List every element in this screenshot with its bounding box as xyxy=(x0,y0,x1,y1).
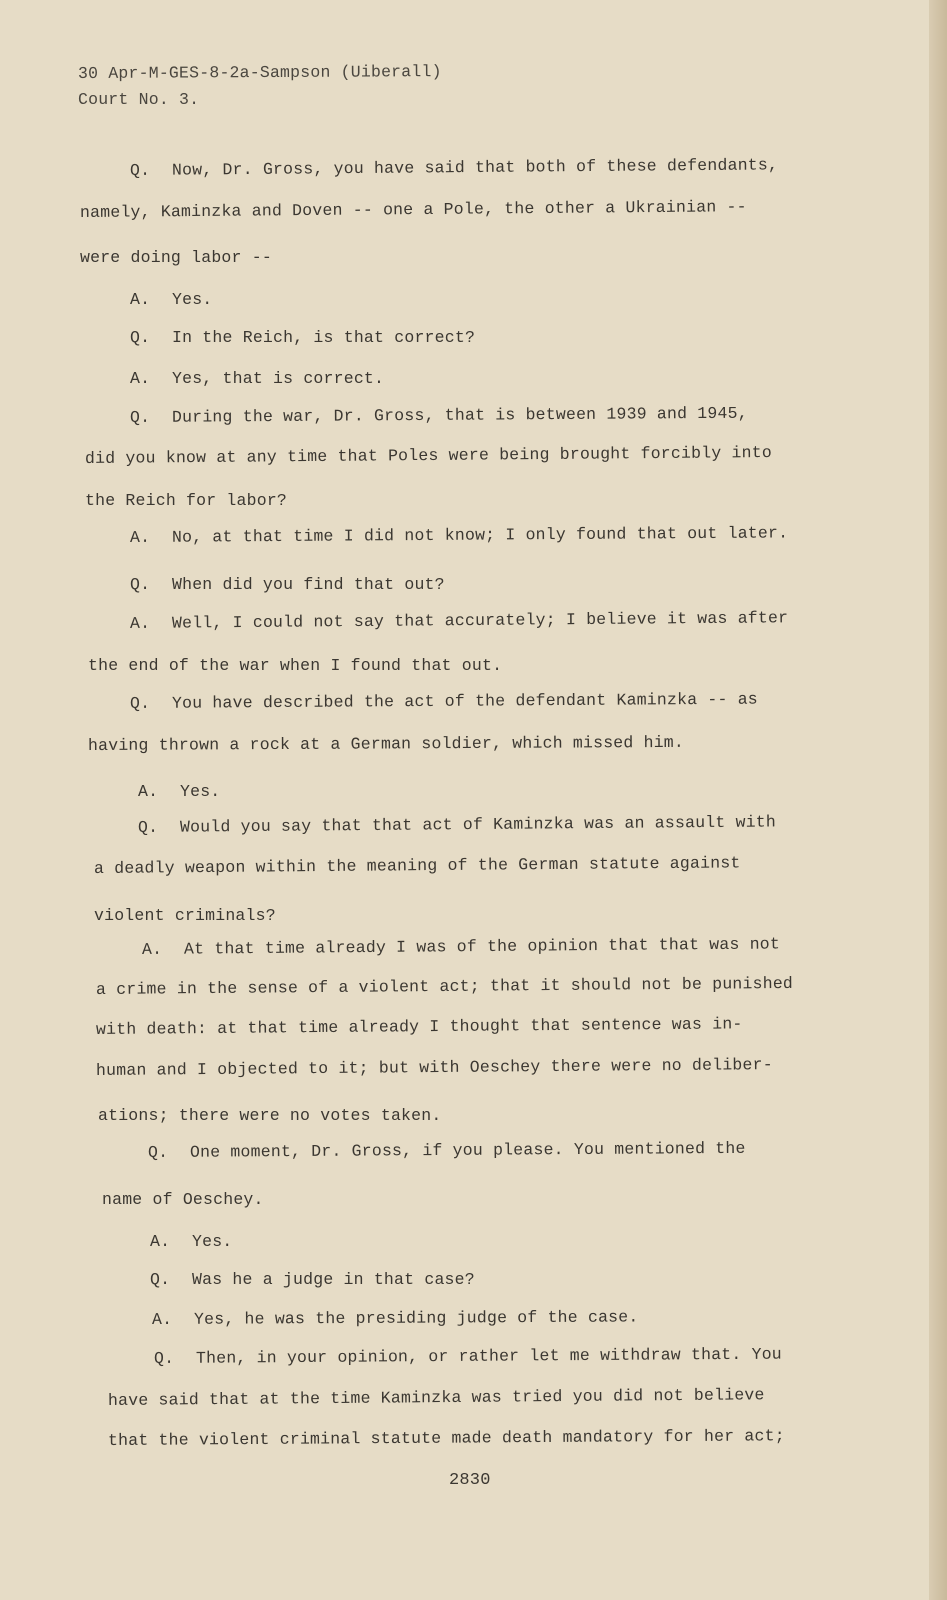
transcript-line xyxy=(154,1345,782,1368)
line-text: Then, in your opinion, or rather let me withdraw that. You xyxy=(195,1344,782,1368)
speaker-label: Q. xyxy=(153,1348,175,1368)
transcript-line xyxy=(96,1055,773,1080)
transcript-line xyxy=(108,1385,765,1410)
transcript-line xyxy=(94,853,741,878)
line-text: a crime in the sense of a violent act; that it should not be punished xyxy=(95,973,794,999)
speaker-label: A. xyxy=(130,290,151,309)
line-text: Well, I could not say that accurately; I believe it was after xyxy=(171,608,789,633)
transcript-line xyxy=(108,1426,785,1450)
transcript-line xyxy=(80,248,272,267)
speaker-label: A. xyxy=(129,613,151,633)
line-text: a deadly weapon within the meaning of the German statute against xyxy=(93,853,741,878)
speaker-label: Q. xyxy=(150,1270,171,1289)
line-text: having thrown a rock at a German soldier, which missed him. xyxy=(87,732,685,755)
transcript-line xyxy=(130,328,475,347)
transcript-line xyxy=(96,1014,743,1039)
transcript-line xyxy=(142,934,780,959)
line-text: ations; there were no votes taken. xyxy=(98,1106,442,1125)
page-number: 2830 xyxy=(449,1471,491,1490)
line-text: human and I objected to it; but with Oeschey there were no deliber- xyxy=(95,1055,773,1080)
line-text: In the Reich, is that correct? xyxy=(172,328,476,347)
line-text: with death: at that time already I thought that sentence was in- xyxy=(95,1014,743,1039)
transcript-line xyxy=(130,290,212,309)
transcript-line xyxy=(130,404,748,427)
speaker-label: A. xyxy=(138,782,159,801)
line-text: the end of the war when I found that out. xyxy=(88,656,503,675)
line-text: During the war, Dr. Gross, that is between 1939 and 1945, xyxy=(171,403,748,427)
line-text: You have described the act of the defendant Kaminzka -- as xyxy=(171,689,758,713)
transcript-line xyxy=(88,733,684,755)
line-text: Yes, that is correct. xyxy=(172,369,385,388)
transcript-line xyxy=(130,575,445,594)
speaker-label: Q. xyxy=(137,817,159,837)
transcript-line xyxy=(85,443,772,468)
line-text: Now, Dr. Gross, you have said that both of these defendants, xyxy=(171,155,779,180)
speaker-label: A. xyxy=(150,1232,171,1251)
transcript-line xyxy=(150,1232,232,1251)
transcript-line xyxy=(94,906,276,925)
transcript-line xyxy=(152,1307,639,1329)
speaker-label: A. xyxy=(151,1309,173,1329)
transcript-line xyxy=(80,197,747,222)
transcript-line xyxy=(130,369,384,388)
line-text: Was he a judge in that case? xyxy=(192,1270,475,1289)
speaker-label: Q. xyxy=(130,328,151,347)
line-text: At that time already I was of the opinion that that was not xyxy=(183,934,781,959)
transcript-line xyxy=(130,608,788,633)
transcript-line xyxy=(102,1190,264,1209)
speaker-label: Q. xyxy=(147,1142,169,1162)
line-text: were doing labor -- xyxy=(80,248,272,267)
transcript-line xyxy=(130,690,758,713)
transcript-line xyxy=(138,782,220,801)
transcript-line xyxy=(150,1270,475,1289)
line-text: have said that at the time Kaminzka was tried you did not believe xyxy=(107,1385,765,1410)
line-text: One moment, Dr. Gross, if you please. You mentioned the xyxy=(189,1138,746,1162)
header-line-2: Court No. 3. xyxy=(78,90,200,109)
line-text: When did you find that out? xyxy=(172,575,445,594)
line-text: violent criminals? xyxy=(94,906,276,925)
speaker-label: Q. xyxy=(129,693,151,713)
transcript-line xyxy=(96,974,793,999)
speaker-label: Q. xyxy=(129,160,151,180)
line-text: name of Oeschey. xyxy=(102,1190,264,1209)
line-text: Yes. xyxy=(180,782,221,801)
speaker-label: Q. xyxy=(129,407,151,427)
speaker-label: A. xyxy=(141,939,163,959)
transcript-line xyxy=(85,491,287,510)
header-line-1: 30 Apr-M-GES-8-2a-Sampson (Uiberall) xyxy=(77,62,442,83)
line-text: No, at that time I did not know; I only found that out later. xyxy=(171,523,789,547)
transcript-line xyxy=(148,1139,746,1162)
line-text: Would you say that that act of Kaminzka was an assault with xyxy=(179,812,777,837)
speaker-label: A. xyxy=(130,369,151,388)
line-text: Yes. xyxy=(192,1232,233,1251)
transcript-line xyxy=(88,656,502,675)
speaker-label: Q. xyxy=(130,575,151,594)
transcript-line xyxy=(130,523,788,547)
line-text: namely, Kaminzka and Doven -- one a Pole, the other a Ukrainian -- xyxy=(79,197,747,222)
line-text: Yes, he was the presiding judge of the case. xyxy=(193,1307,639,1329)
line-text: did you know at any time that Poles were being brought forcibly into xyxy=(84,443,772,468)
line-text: that the violent criminal statute made death mandatory for her act; xyxy=(107,1426,785,1450)
transcript-line xyxy=(138,812,776,837)
line-text: Yes. xyxy=(172,290,213,309)
transcript-line xyxy=(98,1106,441,1125)
transcript-line xyxy=(130,155,778,180)
speaker-label: A. xyxy=(129,527,151,547)
line-text: the Reich for labor? xyxy=(85,491,288,510)
